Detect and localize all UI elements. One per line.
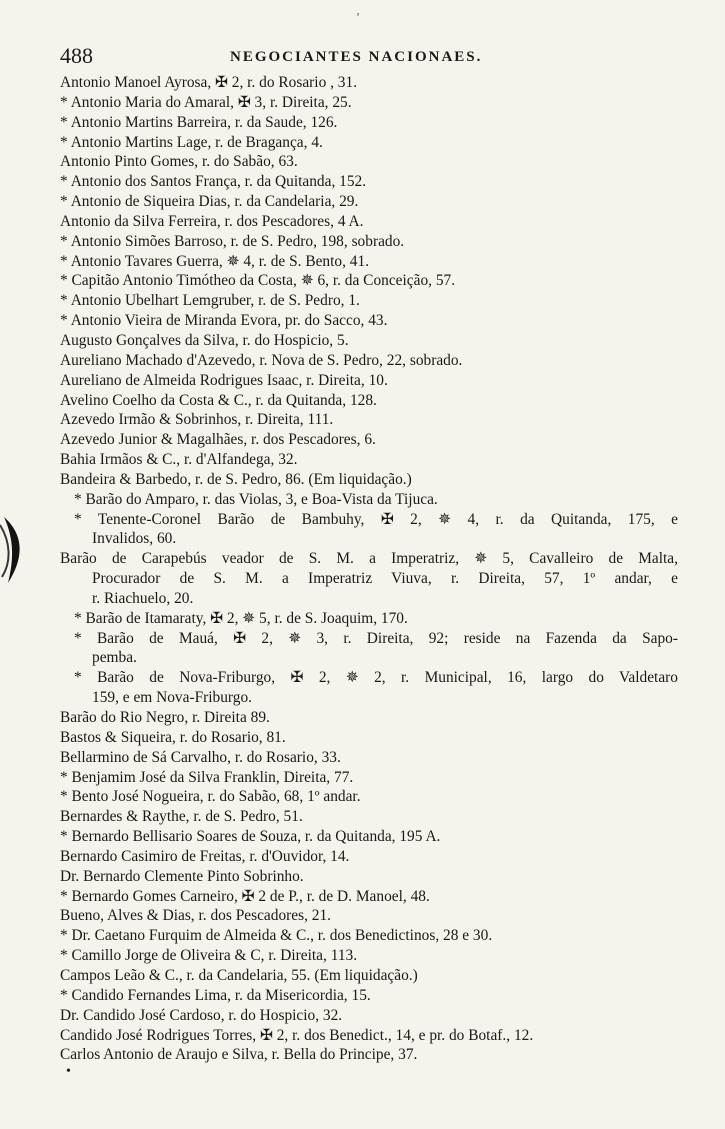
directory-entry: * Candido Fernandes Lima, r. da Misericordia, 15. xyxy=(60,986,371,1004)
directory-entry: * Antonio Martins Lage, r. de Bragança, 4. xyxy=(60,133,323,151)
directory-entry: * Antonio Tavares Guerra, ✵ 4, r. de S. Bento, 41. xyxy=(60,252,370,270)
directory-entry: Avelino Coelho da Costa & C., r. da Quitanda, 128. xyxy=(60,391,377,409)
directory-entry: Bernardes & Raythe, r. de S. Pedro, 51. xyxy=(60,808,303,826)
directory-entry: * Bento José Nogueira, r. do Sabão, 68, 1º andar. xyxy=(60,788,361,806)
directory-entry: * Dr. Caetano Furquim de Almeida & C., r. dos Benedictinos, 28 e 30. xyxy=(60,927,493,945)
directory-entry: pemba. xyxy=(92,649,137,667)
stray-mark: ʼ xyxy=(356,10,360,24)
directory-entry: * Antonio Vieira de Miranda Evora, pr. do Sacco, 43. xyxy=(60,312,388,330)
directory-entry: * Barão de Mauá, ✠ 2, ✵ 3, r. Direita, 92; reside na Fazenda da Sapo- xyxy=(74,629,678,647)
directory-entries xyxy=(60,73,678,1065)
directory-entry: Antonio Manoel Ayrosa, ✠ 2, r. do Rosario , 31. xyxy=(60,74,358,91)
directory-entry: Bandeira & Barbedo, r. de S. Pedro, 86. (Em liquidação.) xyxy=(60,470,412,488)
directory-entry: Candido José Rodrigues Torres, ✠ 2, r. dos Benedict., 14, e pr. do Botaf., 12. xyxy=(60,1026,534,1044)
directory-entry: Bellarmino de Sá Carvalho, r. do Rosario, 33. xyxy=(60,748,341,766)
directory-entry: 159, e em Nova-Friburgo. xyxy=(92,689,253,707)
directory-entry: Barão do Rio Negro, r. Direita 89. xyxy=(60,709,270,726)
directory-entry: * Antonio Maria do Amaral, ✠ 3, r. Direita, 25. xyxy=(60,93,352,111)
directory-entry: Bueno, Alves & Dias, r. dos Pescadores, 21. xyxy=(60,907,332,925)
directory-entry: Barão de Carapebús veador de S. M. a Imperatriz, ✵ 5, Cavalleiro de Malta, xyxy=(60,550,678,568)
directory-entry: Antonio Pinto Gomes, r. do Sabão, 63. xyxy=(60,153,298,171)
directory-entry: * Antonio dos Santos França, r. da Quitanda, 152. xyxy=(60,173,367,191)
directory-entry: Dr. Bernardo Clemente Pinto Sobrinho. xyxy=(60,867,304,885)
directory-entry: * Tenente-Coronel Barão de Bambuhy, ✠ 2, ✵ 4, r. da Quitanda, 175, e xyxy=(74,510,678,528)
directory-entry: Antonio da Silva Ferreira, r. dos Pescadores, 4 A. xyxy=(60,212,364,230)
directory-entry: Augusto Gonçalves da Silva, r. do Hospicio, 5. xyxy=(60,331,349,349)
directory-entry: Azevedo Junior & Magalhães, r. dos Pescadores, 6. xyxy=(60,431,376,449)
directory-entry: Procurador de S. M. a Imperatriz Viuva, r. Direita, 57, 1º andar, e xyxy=(92,570,678,588)
page-header xyxy=(60,42,660,70)
directory-entry: * Benjamim José da Silva Franklin, Direita, 77. xyxy=(60,768,354,786)
directory-entry: Bastos & Siqueira, r. do Rosario, 81. xyxy=(60,728,286,746)
directory-entry: Bernardo Casimiro de Freitas, r. d'Ouvidor, 14. xyxy=(60,847,350,865)
directory-entry: * Capitão Antonio Timótheo da Costa, ✵ 6, r. da Conceição, 57. xyxy=(60,272,456,290)
directory-entry: * Antonio Simões Barroso, r. de S. Pedro, 198, sobrado. xyxy=(60,232,405,250)
trailing-mark: • xyxy=(66,1064,71,1079)
directory-entry: * Antonio de Siqueira Dias, r. da Candelaria, 29. xyxy=(60,193,359,211)
directory-entry: Invalidos, 60. xyxy=(92,530,177,548)
directory-entry: * Antonio Ubelhart Lemgruber, r. de S. Pedro, 1. xyxy=(60,292,360,310)
directory-entry: Carlos Antonio de Araujo e Silva, r. Bella do Principe, 37. xyxy=(60,1046,418,1064)
directory-entry: Dr. Candido José Cardoso, r. do Hospicio, 32. xyxy=(60,1006,343,1024)
directory-entry: Azevedo Irmão & Sobrinhos, r. Direita, 111. xyxy=(60,411,334,429)
directory-entry: * Barão de Nova-Friburgo, ✠ 2, ✵ 2, r. Municipal, 16, largo do Valdetaro xyxy=(74,669,678,687)
directory-entry: Bahia Irmãos & C., r. d'Alfandega, 32. xyxy=(60,451,298,469)
binding-shadow-icon xyxy=(0,515,28,585)
running-title: NEGOCIANTES NACIONAES. xyxy=(230,49,483,65)
directory-entry: Campos Leão & C., r. da Candelaria, 55. (Em liquidação.) xyxy=(60,966,418,984)
directory-entry: Aureliano de Almeida Rodrigues Isaac, r. Direita, 10. xyxy=(60,371,388,389)
directory-entry: * Antonio Martins Barreira, r. da Saude, 126. xyxy=(60,113,338,131)
directory-entry: * Barão de Itamaraty, ✠ 2, ✵ 5, r. de S. Joaquim, 170. xyxy=(74,609,408,627)
directory-entry: * Barão do Amparo, r. das Violas, 3, e Boa-Vista da Tijuca. xyxy=(74,490,438,508)
directory-entry: * Bernardo Gomes Carneiro, ✠ 2 de P., r. de D. Manoel, 48. xyxy=(60,887,430,905)
directory-entry: * Camillo Jorge de Oliveira & C, r. Direita, 113. xyxy=(60,947,358,965)
directory-entry: Aureliano Machado d'Azevedo, r. Nova de S. Pedro, 22, sobrado. xyxy=(60,351,463,369)
directory-entry: * Bernardo Bellisario Soares de Souza, r. da Quitanda, 195 A. xyxy=(60,828,441,846)
directory-entry: r. Riachuelo, 20. xyxy=(92,589,194,607)
page-number: 488 xyxy=(60,43,93,68)
